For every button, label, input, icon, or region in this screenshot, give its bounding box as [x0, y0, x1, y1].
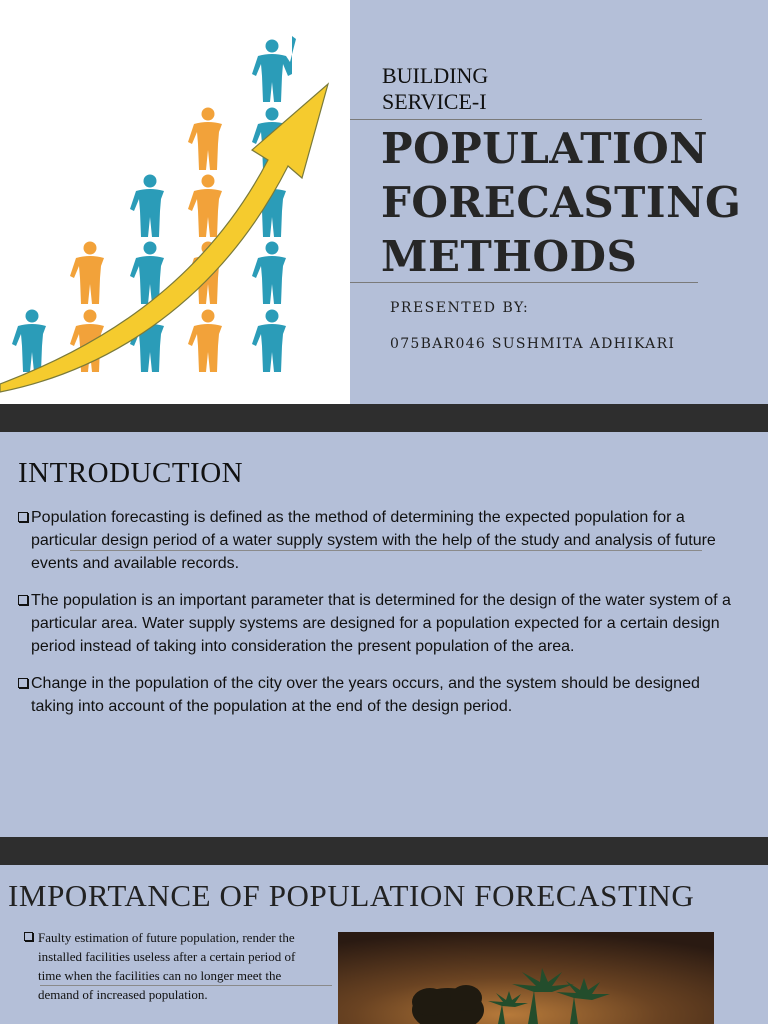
course-name [382, 63, 488, 115]
bullet-text: Change in the population of the city over the years occurs, and the system should be designed taking into account of the population at the end of the design period. [31, 675, 700, 715]
person-icon [188, 108, 228, 171]
divider-line [70, 550, 702, 551]
person-icon [252, 310, 292, 373]
person-icon [70, 242, 110, 305]
title-line-3: METHODS [381, 232, 638, 281]
checkbox-bullet-icon [24, 932, 33, 941]
person-icon [130, 175, 170, 238]
bullet-text: Faulty estimation of future population, render the installed facilities useless after a certain period of time when the facilities can no longer meet the demand of increased population. [38, 930, 296, 1002]
checkbox-bullet-icon [18, 512, 28, 522]
divider-line [40, 985, 332, 986]
list-item [18, 672, 738, 718]
bullet-text: The population is an important parameter that is determined for the design of the water system of a particular area. Water supply systems are designed for a population expected for a certain design period instead of taking into consideration the present population of the area. [31, 592, 731, 655]
checkbox-bullet-icon [18, 678, 28, 688]
bullet-text: Population forecasting is defined as the method of determining the expected population for a particular design period of a water supply system with the help of the study and analysis of future events and available records. [31, 509, 716, 572]
list-item [24, 928, 319, 1004]
list-item [18, 589, 738, 658]
person-icon [188, 175, 228, 238]
bullet-list [18, 506, 738, 732]
course-line-1: BUILDING [382, 63, 489, 88]
presented-by-label: PRESENTED BY: [390, 300, 530, 316]
divider-line [350, 282, 698, 283]
title-line-2: FORECASTING [381, 178, 742, 227]
population-growth-illustration [0, 0, 350, 404]
slide-heading: IMPORTANCE OF POPULATION FORECASTING [8, 878, 695, 913]
slide-heading: INTRODUCTION [18, 457, 244, 489]
title-line-1: POPULATION [381, 124, 709, 173]
importance-slide [0, 865, 768, 1024]
course-line-2: SERVICE-I [382, 89, 487, 114]
growth-chart-graphic [0, 0, 350, 404]
checkbox-bullet-icon [18, 595, 28, 605]
divider-line [350, 119, 702, 120]
presentation-title [381, 122, 741, 284]
introduction-slide [0, 432, 768, 837]
author-name: 075BAR046 SUSHMITA ADHIKARI [390, 336, 676, 352]
person-icon [12, 310, 52, 373]
list-item [18, 506, 738, 575]
person-icon [252, 242, 292, 305]
title-slide [0, 0, 768, 404]
person-icon [252, 36, 296, 102]
person-icon [188, 310, 228, 373]
landscape-photo [338, 932, 714, 1024]
